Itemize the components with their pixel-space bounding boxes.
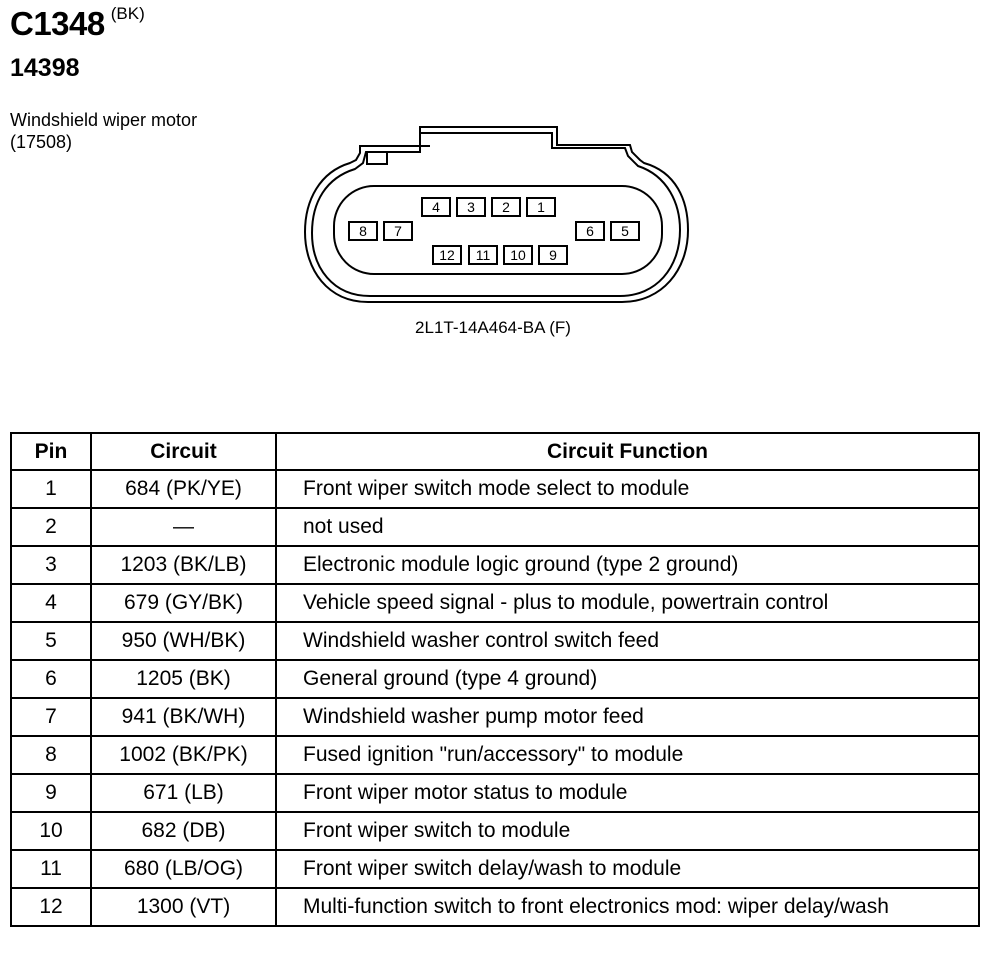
circuit-cell: — [91,508,276,546]
function-cell: Front wiper switch delay/wash to module [276,850,979,888]
pin-7 [384,222,412,240]
pin-6 [576,222,604,240]
function-cell: Fused ignition "run/accessory" to module [276,736,979,774]
svg-text:3: 3 [467,199,475,215]
table-header-row [11,433,979,470]
function-cell: Front wiper switch to module [276,812,979,850]
svg-text:8: 8 [359,223,367,239]
pin-8 [349,222,377,240]
table-row [11,622,979,660]
svg-text:2: 2 [502,199,510,215]
pin-layout [349,198,639,264]
svg-text:7: 7 [394,223,402,239]
pin-cell: 2 [11,508,91,546]
table-row [11,584,979,622]
pin-4 [422,198,450,216]
circuit-cell: 1300 (VT) [91,888,276,926]
pin-cell: 9 [11,774,91,812]
table-row [11,850,979,888]
pin-cell: 4 [11,584,91,622]
pin-cell: 12 [11,888,91,926]
function-cell: Front wiper motor status to module [276,774,979,812]
pin-3 [457,198,485,216]
circuit-cell: 1205 (BK) [91,660,276,698]
table-row [11,812,979,850]
pin-cell: 3 [11,546,91,584]
pin-1 [527,198,555,216]
title-row [10,4,145,43]
circuit-cell: 679 (GY/BK) [91,584,276,622]
function-cell: not used [276,508,979,546]
header-pin: Pin [11,433,91,470]
circuit-cell: 950 (WH/BK) [91,622,276,660]
svg-text:12: 12 [439,247,455,263]
svg-text:10: 10 [510,247,526,263]
function-cell: Windshield washer control switch feed [276,622,979,660]
function-cell: Electronic module logic ground (type 2 ground) [276,546,979,584]
table-row [11,508,979,546]
circuit-cell: 682 (DB) [91,812,276,850]
pin-cell: 1 [11,470,91,508]
pin-cell: 10 [11,812,91,850]
table-row [11,470,979,508]
function-cell: Vehicle speed signal - plus to module, powertrain control [276,584,979,622]
pin-10 [504,246,532,264]
table-row [11,546,979,584]
function-cell: Front wiper switch mode select to module [276,470,979,508]
circuit-cell: 1002 (BK/PK) [91,736,276,774]
svg-text:9: 9 [549,247,557,263]
pin-5 [611,222,639,240]
svg-text:6: 6 [586,223,594,239]
circuit-cell: 1203 (BK/LB) [91,546,276,584]
svg-text:11: 11 [475,247,491,263]
pin-cell: 5 [11,622,91,660]
connector-color: (BK) [110,4,145,23]
circuit-cell: 671 (LB) [91,774,276,812]
pin-11 [469,246,497,264]
table-row [11,698,979,736]
table-row [11,660,979,698]
pin-2 [492,198,520,216]
pin-cell: 8 [11,736,91,774]
connector-id: C1348 [10,5,105,42]
function-cell: Multi-function switch to front electronics mod: wiper delay/wash [276,888,979,926]
svg-text:5: 5 [621,223,629,239]
part-number: 14398 [10,54,80,82]
component-name: Windshield wiper motor [10,110,198,130]
pin-9 [539,246,567,264]
header-circuit: Circuit [91,433,276,470]
header-function: Circuit Function [276,433,979,470]
svg-text:4: 4 [432,199,440,215]
pin-12 [433,246,461,264]
circuit-cell: 684 (PK/YE) [91,470,276,508]
circuit-cell: 680 (LB/OG) [91,850,276,888]
pin-cell: 7 [11,698,91,736]
circuit-cell: 941 (BK/WH) [91,698,276,736]
function-cell: General ground (type 4 ground) [276,660,979,698]
table-row [11,888,979,926]
connector-part-number: 2L1T-14A464-BA (F) [415,318,571,337]
component-description [10,109,197,153]
table-row [11,774,979,812]
function-cell: Windshield washer pump motor feed [276,698,979,736]
table-row [11,736,979,774]
component-code: (17508) [10,132,73,152]
pin-cell: 6 [11,660,91,698]
connector-diagram [300,122,690,342]
pin-cell: 11 [11,850,91,888]
pinout-table [10,432,980,927]
svg-text:1: 1 [537,199,545,215]
